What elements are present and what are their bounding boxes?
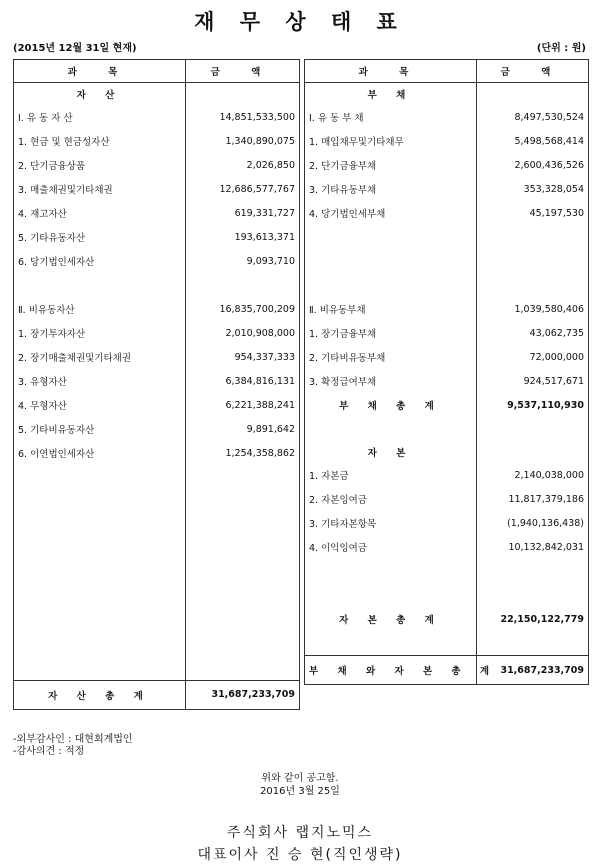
assets-table xyxy=(13,59,300,710)
section-row xyxy=(305,441,589,463)
liabilities-equity-table xyxy=(304,59,589,685)
subtotal-row xyxy=(305,393,589,417)
table-row xyxy=(14,201,300,225)
item-amount xyxy=(477,441,589,463)
section-label: 부 채 xyxy=(305,83,477,106)
item-name: 4. 재고자산 xyxy=(14,201,186,225)
item-amount: 193,613,371 xyxy=(186,225,300,249)
item-amount: 72,000,000 xyxy=(477,345,589,369)
item-name xyxy=(305,273,477,297)
table-row xyxy=(14,129,300,153)
total-label: 부 채 와 자 본 총 계 xyxy=(305,656,477,685)
item-name xyxy=(305,249,477,273)
item-name: 4. 이익잉여금 xyxy=(305,535,477,559)
item-name xyxy=(14,273,186,297)
table-row xyxy=(305,249,589,273)
spacer-row xyxy=(305,559,589,607)
item-amount: 16,835,700,209 xyxy=(186,297,300,321)
total-amount: 31,687,233,709 xyxy=(477,656,589,685)
item-name: 1. 장기투자자산 xyxy=(14,321,186,345)
item-amount: 6,384,816,131 xyxy=(186,369,300,393)
table-row xyxy=(305,463,589,487)
report-date: (2015년 12월 31일 현재) xyxy=(13,43,137,54)
item-name: Ⅱ. 비유동부채 xyxy=(305,297,477,321)
total-amount: 31,687,233,709 xyxy=(186,680,300,709)
item-name: 2. 단기금융상품 xyxy=(14,153,186,177)
item-amount: 2,140,038,000 xyxy=(477,463,589,487)
unit-label: (단위 : 원) xyxy=(536,43,586,54)
item-amount: 353,328,054 xyxy=(477,177,589,201)
announcement-text: 위와 같이 공고함. xyxy=(261,773,339,784)
item-name: 3. 확정급여부채 xyxy=(305,369,477,393)
item-amount: 954,337,333 xyxy=(186,345,300,369)
item-amount xyxy=(186,465,300,680)
table-row xyxy=(14,297,300,321)
table-row xyxy=(14,105,300,129)
item-name: Ⅱ. 비유동자산 xyxy=(14,297,186,321)
table-row xyxy=(14,321,300,345)
table-row xyxy=(305,201,589,225)
liabilities-total-amount: 9,537,110,930 xyxy=(477,393,589,417)
item-name xyxy=(305,225,477,249)
item-name xyxy=(305,559,477,607)
item-amount: 2,010,908,000 xyxy=(186,321,300,345)
item-amount xyxy=(186,83,300,106)
table-row xyxy=(305,273,589,297)
item-amount: 2,600,436,526 xyxy=(477,153,589,177)
announcement xyxy=(0,772,600,798)
table-row xyxy=(14,249,300,273)
section-row xyxy=(14,83,300,106)
footnotes xyxy=(13,734,133,758)
document-title: 재 무 상 태 표 xyxy=(194,10,406,34)
item-amount xyxy=(186,273,300,297)
equity-total-amount: 22,150,122,779 xyxy=(477,607,589,631)
header-row xyxy=(14,60,300,83)
table-row xyxy=(305,129,589,153)
table-row xyxy=(305,511,589,535)
item-name: 6. 이연법인세자산 xyxy=(14,441,186,465)
table-row xyxy=(14,273,300,297)
item-amount: 10,132,842,031 xyxy=(477,535,589,559)
item-amount xyxy=(477,417,589,441)
header-item: 과 목 xyxy=(14,60,186,83)
table-row xyxy=(305,535,589,559)
item-name xyxy=(305,631,477,656)
table-row xyxy=(305,297,589,321)
item-amount: 1,340,890,075 xyxy=(186,129,300,153)
table-row xyxy=(14,417,300,441)
item-name: 3. 유형자산 xyxy=(14,369,186,393)
item-amount: 2,026,850 xyxy=(186,153,300,177)
table-row xyxy=(305,487,589,511)
item-amount: 924,517,671 xyxy=(477,369,589,393)
total-label: 자 산 총 계 xyxy=(14,680,186,709)
table-row xyxy=(14,177,300,201)
item-amount: 6,221,388,241 xyxy=(186,393,300,417)
table-row xyxy=(305,153,589,177)
company-name: 주식회사 랩지노믹스 xyxy=(226,825,374,841)
table-row xyxy=(305,369,589,393)
item-name xyxy=(305,417,477,441)
table-row xyxy=(14,369,300,393)
item-amount: 1,039,580,406 xyxy=(477,297,589,321)
section-label: 자 본 xyxy=(305,441,477,463)
table-row xyxy=(305,321,589,345)
item-name: 2. 기타비유동부채 xyxy=(305,345,477,369)
item-amount xyxy=(477,83,589,106)
table-row xyxy=(14,345,300,369)
item-amount: 5,498,568,414 xyxy=(477,129,589,153)
auditor-note: -외부감사인 : 대현회계법인 xyxy=(13,734,133,745)
item-name: 5. 기타유동자산 xyxy=(14,225,186,249)
item-amount xyxy=(477,249,589,273)
item-amount xyxy=(477,559,589,607)
item-name: 1. 현금 및 현금성자산 xyxy=(14,129,186,153)
section-label: 자 산 xyxy=(14,83,186,106)
item-name: 2. 장기매출채권및기타채권 xyxy=(14,345,186,369)
liabilities-total-label: 부 채 총 계 xyxy=(305,393,477,417)
item-name: 1. 장기금융부채 xyxy=(305,321,477,345)
section-row xyxy=(305,83,589,106)
spacer-row xyxy=(14,465,300,680)
item-name: Ⅰ. 유 동 부 채 xyxy=(305,105,477,129)
item-name: Ⅰ. 유 동 자 산 xyxy=(14,105,186,129)
item-name: 1. 매입채무및기타채무 xyxy=(305,129,477,153)
ceo-signature: 대표이사 진 승 현(직인생략) xyxy=(197,847,403,863)
table-row xyxy=(14,441,300,465)
total-row xyxy=(14,680,300,709)
item-amount xyxy=(477,631,589,656)
item-name: 1. 자본금 xyxy=(305,463,477,487)
item-amount: 619,331,727 xyxy=(186,201,300,225)
equity-total-label: 자 본 총 계 xyxy=(305,607,477,631)
item-name: 4. 당기법인세부채 xyxy=(305,201,477,225)
item-amount: 9,093,710 xyxy=(186,249,300,273)
item-name: 2. 단기금융부채 xyxy=(305,153,477,177)
item-name: 3. 기타유동부채 xyxy=(305,177,477,201)
header-amount: 금 액 xyxy=(477,60,589,83)
item-amount: 43,062,735 xyxy=(477,321,589,345)
item-amount: 9,891,642 xyxy=(186,417,300,441)
item-amount: 1,254,358,862 xyxy=(186,441,300,465)
table-row xyxy=(305,105,589,129)
header-item: 과 목 xyxy=(305,60,477,83)
item-name: 3. 기타자본항목 xyxy=(305,511,477,535)
item-name: 2. 자본잉여금 xyxy=(305,487,477,511)
table-row xyxy=(14,153,300,177)
item-name xyxy=(14,465,186,680)
item-amount: 14,851,533,500 xyxy=(186,105,300,129)
item-amount xyxy=(477,225,589,249)
header-amount: 금 액 xyxy=(186,60,300,83)
item-name: 5. 기타비유동자산 xyxy=(14,417,186,441)
item-amount: (1,940,136,438) xyxy=(477,511,589,535)
table-row xyxy=(305,177,589,201)
item-amount: 12,686,577,767 xyxy=(186,177,300,201)
item-name: 4. 무형자산 xyxy=(14,393,186,417)
item-amount: 11,817,379,186 xyxy=(477,487,589,511)
table-row xyxy=(14,225,300,249)
table-row xyxy=(305,345,589,369)
item-name: 6. 당기법인세자산 xyxy=(14,249,186,273)
announcement-date: 2016년 3월 25일 xyxy=(260,786,340,797)
table-row xyxy=(305,225,589,249)
spacer-row xyxy=(305,417,589,441)
item-name: 3. 매출채권및기타채권 xyxy=(14,177,186,201)
spacer-row xyxy=(305,631,589,656)
audit-opinion-note: -감사의견 : 적정 xyxy=(13,746,85,757)
table-row xyxy=(14,393,300,417)
total-row xyxy=(305,656,589,685)
subtotal-row xyxy=(305,607,589,631)
item-amount: 45,197,530 xyxy=(477,201,589,225)
item-amount xyxy=(477,273,589,297)
header-row xyxy=(305,60,589,83)
item-amount: 8,497,530,524 xyxy=(477,105,589,129)
